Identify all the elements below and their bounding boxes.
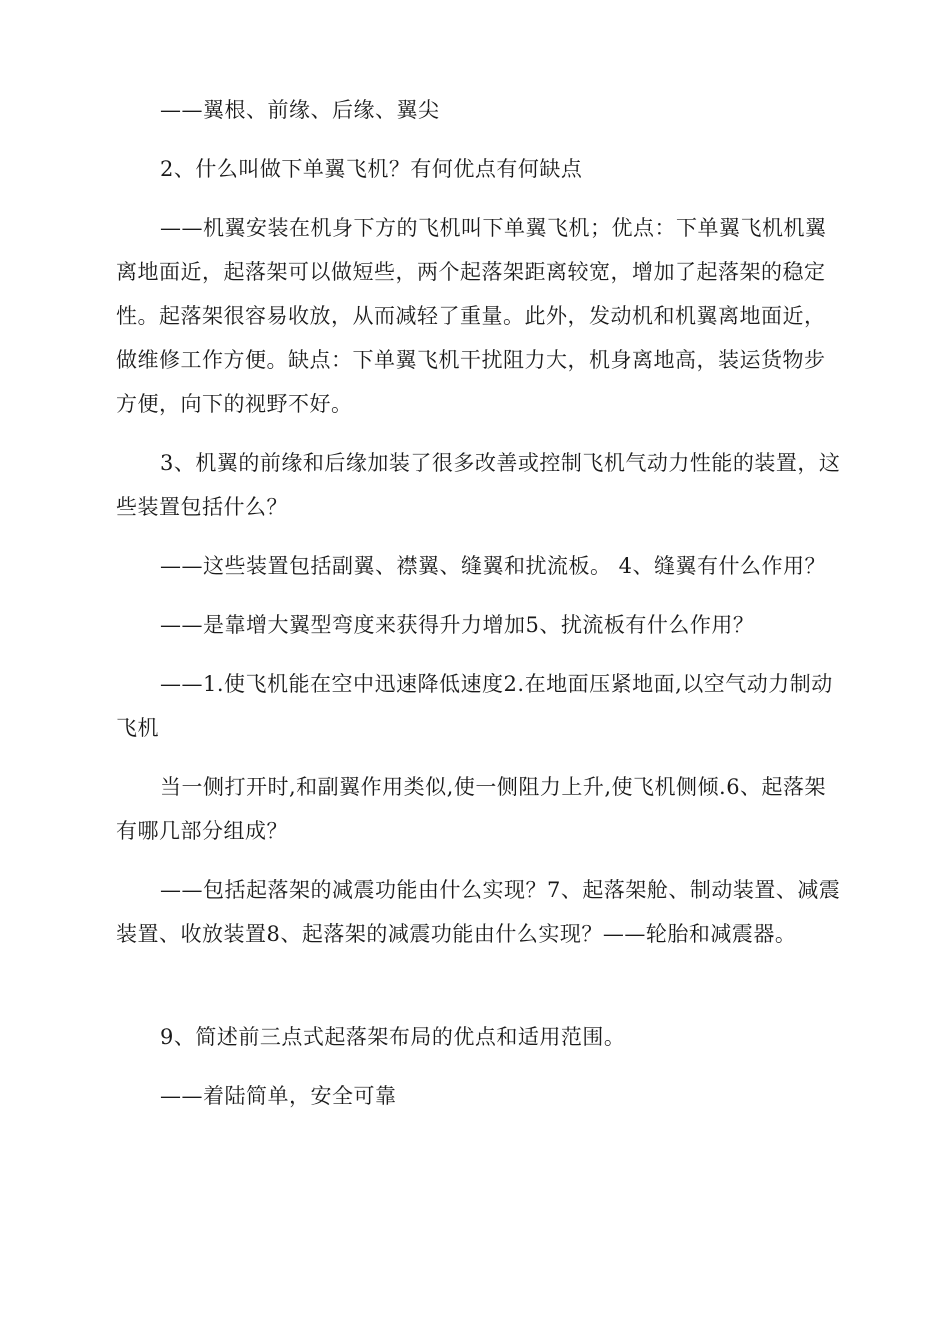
paragraph-answer-6-7-8: ——包括起落架的减震功能由什么实现？7、起落架舱、制动装置、减震装置、收放装置8、起落架的减震功能由什么实现？——轮胎和减震器。 <box>116 878 841 946</box>
paragraph-answer-5-cont-question-6: 当一侧打开时,和副翼作用类似,使一侧阻力上升,使飞机侧倾.6、起落架有哪几部分组成？ <box>116 775 827 843</box>
paragraph-question-2: 2、什么叫做下单翼飞机？有何优点有何缺点 <box>160 157 583 181</box>
paragraph-question-3: 3、机翼的前缘和后缘加装了很多改善或控制飞机气动力性能的装置，这些装置包括什么？ <box>116 451 841 519</box>
paragraph-answer-5: ——1.使飞机能在空中迅速降低速度2.在地面压紧地面,以空气动力制动飞机 <box>116 672 833 740</box>
paragraph-answer-4-question-5: ——是靠增大翼型弯度来获得升力增加5、扰流板有什么作用？ <box>160 613 755 637</box>
paragraph-answer-2: ——机翼安装在机身下方的飞机叫下单翼飞机；优点：下单翼飞机机翼离地面近，起落架可以做短些，两个起落架距离较宽，增加了起落架的稳定性。起落架很容易收放，从而减轻了重量。此外，发动机和机翼离地面近，做维修工作方便。缺点：下单翼飞机干扰阻力大，机身离地高，装运货物步方便，向下的视野不好。 <box>116 216 827 416</box>
paragraph-answer-9: ——着陆简单，安全可靠 <box>160 1084 397 1108</box>
paragraph-question-9: 9、简述前三点式起落架布局的优点和适用范围。 <box>160 1025 626 1049</box>
paragraph-answer-3-question-4: ——这些装置包括副翼、襟翼、缝翼和扰流板。 4、缝翼有什么作用？ <box>160 554 827 578</box>
paragraph-answer-1: ——翼根、前缘、后缘、翼尖 <box>160 98 440 122</box>
